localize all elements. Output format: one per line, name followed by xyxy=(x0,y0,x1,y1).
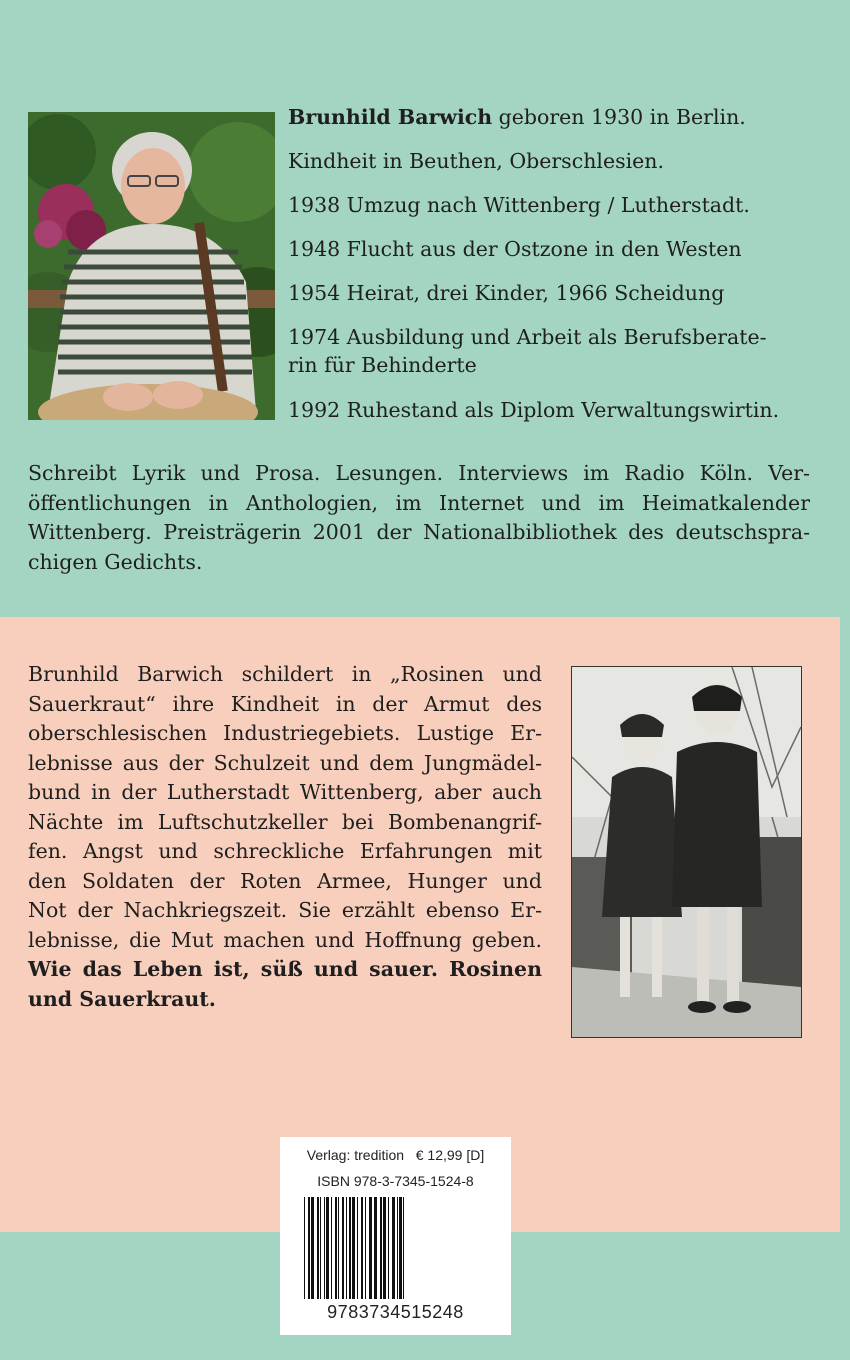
publisher-price-line xyxy=(280,1147,511,1163)
barcode-bar xyxy=(361,1197,363,1299)
tagline-line: und Sauerkraut. xyxy=(28,986,216,1011)
works-paragraph xyxy=(28,459,810,577)
barcode-bar xyxy=(346,1197,347,1299)
barcode-bar xyxy=(320,1197,321,1299)
barcode-bar xyxy=(338,1197,339,1299)
barcode-bar xyxy=(352,1197,355,1299)
isbn-text: ISBN 978-3-7345-1524-8 xyxy=(317,1173,474,1189)
barcode-bar xyxy=(335,1197,337,1299)
ean-number: 9783734515248 xyxy=(327,1302,464,1322)
tagline-line: Wie das Leben ist, süß und sauer. Rosinen xyxy=(28,957,542,981)
bio-line-4: 1948 Flucht aus der Ostzone in den Westen xyxy=(288,237,742,261)
barcode-bar xyxy=(383,1197,386,1299)
blurb-line: fen. Angst und schreckliche Erfahrungen mit xyxy=(28,839,542,863)
blurb-line: lebnisse, die Mut machen und Hoffnung geben. xyxy=(28,927,542,952)
barcode-bar xyxy=(403,1197,404,1299)
barcode-bar xyxy=(326,1197,329,1299)
bio-line-7: rin für Behinderte xyxy=(288,353,477,377)
bio-line-6: 1974 Ausbildung und Arbeit als Berufsberate- xyxy=(288,325,767,349)
price-text: € 12,99 [D] xyxy=(415,1147,485,1163)
barcode-bar xyxy=(380,1197,382,1299)
bio-line-3: 1938 Umzug nach Wittenberg / Lutherstadt. xyxy=(288,193,750,217)
barcode-bar xyxy=(397,1197,398,1299)
barcode-bar xyxy=(324,1197,325,1299)
blurb-line: Brunhild Barwich schildert in „Rosinen und xyxy=(28,662,542,686)
blurb-line: lebnisse aus der Schulzeit und dem Jungmädel- xyxy=(28,750,542,775)
blurb-line: bund in der Lutherstadt Wittenberg, aber auch xyxy=(28,780,542,804)
bio-line-5: 1954 Heirat, drei Kinder, 1966 Scheidung xyxy=(288,281,725,305)
author-photo xyxy=(28,112,275,420)
blurb-line: den Soldaten der Roten Armee, Hunger und xyxy=(28,868,542,893)
barcode-bar xyxy=(374,1197,377,1299)
barcode-bar xyxy=(365,1197,366,1299)
barcode-bar xyxy=(342,1197,344,1299)
works-line: Wittenberg. Preisträgerin 2001 der Nationalbibliothek des deutschspra- xyxy=(28,520,810,544)
barcode-bar xyxy=(399,1197,402,1299)
publisher-text: Verlag: tredition xyxy=(306,1147,405,1163)
blurb-line: Not der Nachkriegszeit. Sie erzählt ebenso Er- xyxy=(28,898,542,922)
blurb-line: Sauerkraut“ ihre Kindheit in der Armut des xyxy=(28,691,542,716)
childhood-photo xyxy=(571,666,802,1038)
barcode-bar xyxy=(308,1197,310,1299)
works-line: öffentlichungen in Anthologien, im Internet und im Heimatkalender xyxy=(28,490,810,515)
blurb-line: oberschlesischen Industriegebiets. Lustige Er- xyxy=(28,721,542,745)
barcode-bars xyxy=(304,1197,487,1299)
barcode-bar xyxy=(388,1197,389,1299)
barcode-bar xyxy=(331,1197,332,1299)
barcode-bar xyxy=(304,1197,305,1299)
works-line: chigen Gedichts. xyxy=(28,549,203,574)
bio-line-2: Kindheit in Beuthen, Oberschlesien. xyxy=(288,149,665,173)
barcode-bar xyxy=(392,1197,395,1299)
barcode-bar xyxy=(317,1197,319,1299)
barcode-bar xyxy=(369,1197,372,1299)
blurb-line: Nächte im Luftschutzkeller bei Bombenangrif- xyxy=(28,809,542,834)
barcode-bar xyxy=(311,1197,314,1299)
bio-line-1 xyxy=(288,104,746,131)
barcode-bar xyxy=(349,1197,351,1299)
author-name: Brunhild Barwich xyxy=(288,105,493,129)
barcode-label xyxy=(280,1137,511,1335)
barcode-bar xyxy=(357,1197,358,1299)
blurb-paragraph xyxy=(28,660,542,1014)
works-line: Schreibt Lyrik und Prosa. Lesungen. Interviews im Radio Köln. Ver- xyxy=(28,461,810,485)
born-text: geboren 1930 in Berlin. xyxy=(492,105,746,129)
bio-line-8: 1992 Ruhestand als Diplom Verwaltungswirtin. xyxy=(288,398,780,422)
